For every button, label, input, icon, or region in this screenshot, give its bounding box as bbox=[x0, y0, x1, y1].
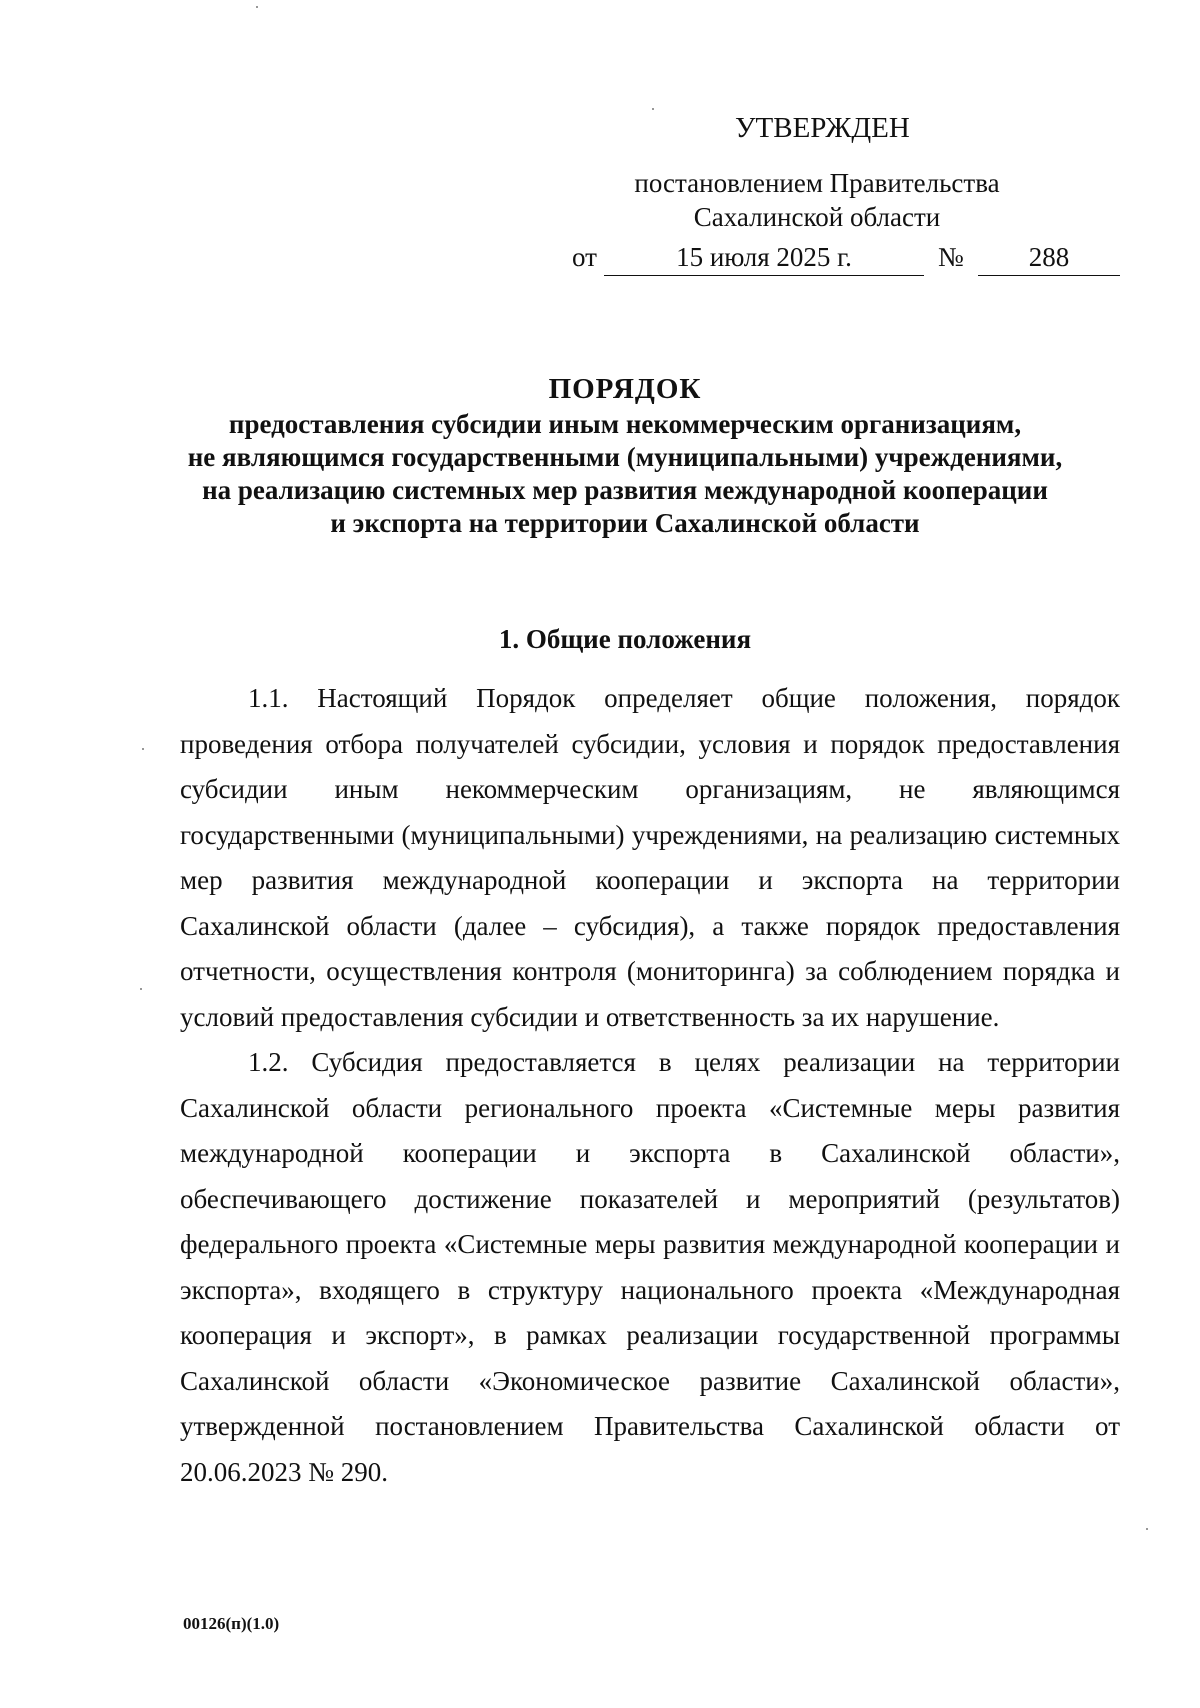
approval-date-line bbox=[560, 236, 1120, 276]
approval-date: 15 июля 2025 г. bbox=[604, 242, 924, 276]
approval-line-1: постановлением Правительства bbox=[634, 168, 1000, 198]
scan-speck bbox=[1146, 1528, 1148, 1530]
scan-speck bbox=[140, 988, 142, 990]
title-line-1: предоставления субсидии иным некоммерческим организациям, bbox=[228, 409, 1022, 439]
paragraph-1-2: 1.2. Субсидия предоставляется в целях реализации на территории Сахалинской области регионального проекта «Системные меры развития международной кооперации и экспорта в Сахалинской области», обеспечивающего достижение показателей и мероприятий (результатов) федерального проекта «Системные меры развития международной кооперации и экспорта», входящего в структуру национального проекта «Международная кооперация и экспорт», в рамках реализации государственной программы Сахалинской области «Экономическое развитие Сахалинской области», утвержденной постановлением Правительства Сахалинской области от 20.06.2023 № 290. bbox=[180, 1047, 1120, 1487]
title-line-3: на реализацию системных мер развития международной кооперации bbox=[202, 475, 1048, 505]
scan-speck bbox=[256, 6, 258, 8]
title-main: ПОРЯДОК bbox=[548, 373, 702, 405]
title-line-4: и экспорта на территории Сахалинской области bbox=[330, 508, 920, 538]
section-heading: 1. Общие положения bbox=[498, 624, 752, 654]
paragraph-1-1: 1.1. Настоящий Порядок определяет общие положения, порядок проведения отбора получателей субсидии, условия и порядок предоставления субсидии иным некоммерческим организациям, не являющимся государственными (муниципальными) учреждениями, на реализацию системных мер развития международной кооперации и экспорта на территории Сахалинской области (далее – субсидия), а также порядок предоставления отчетности, осуществления контроля (мониторинга) за соблюдением порядка и условий предоставления субсидии и ответственность за их нарушение. bbox=[180, 683, 1120, 1032]
title-line-2: не являющимся государственными (муниципальными) учреждениями, bbox=[187, 442, 1063, 472]
from-label: от bbox=[572, 242, 597, 272]
scan-speck bbox=[652, 108, 654, 110]
document-code: 00126(п)(1.0) bbox=[183, 1614, 280, 1633]
scan-speck bbox=[142, 748, 144, 750]
document-title bbox=[150, 370, 1100, 540]
number-sign: № bbox=[938, 242, 964, 272]
approved-stamp: УТВЕРЖДЕН bbox=[735, 112, 910, 144]
approval-line-2: Сахалинской области bbox=[693, 202, 941, 232]
approval-number: 288 bbox=[978, 242, 1120, 276]
document-body bbox=[180, 676, 1120, 1495]
